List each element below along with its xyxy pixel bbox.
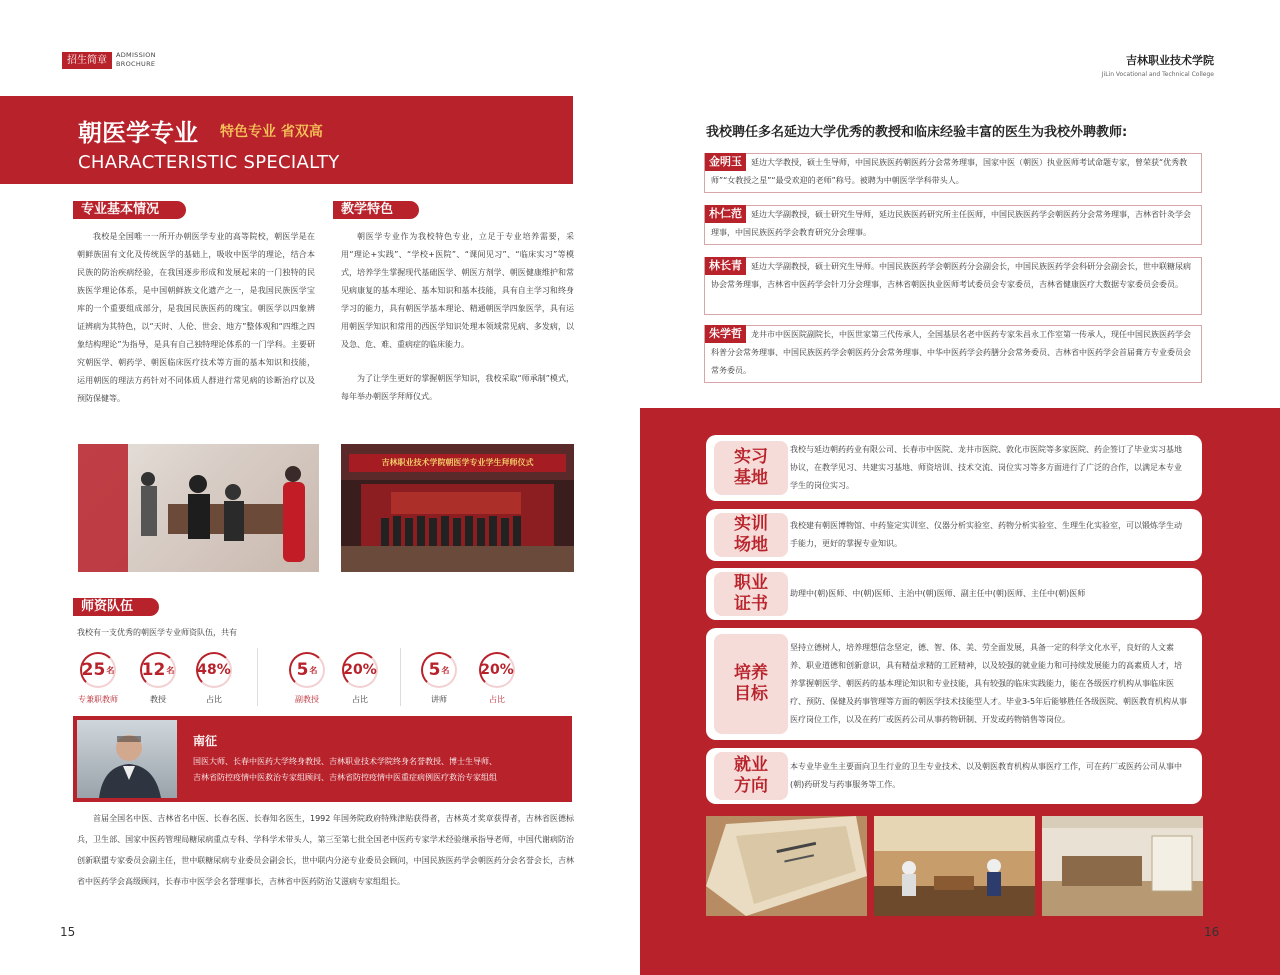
teacher-card-4 (704, 325, 1202, 383)
ceremony-banner-text: 吉林职业技术学院朝医学专业学生拜师仪式 (381, 458, 534, 467)
stat-5-label: 讲师 (431, 695, 447, 704)
stat-4-label: 占比 (352, 695, 368, 704)
school-name-cn: 吉林职业技术学院 (1126, 54, 1214, 67)
box-employment (706, 748, 1202, 804)
title-banner (0, 96, 573, 184)
box-training-l2: 场地 (734, 535, 768, 555)
nanzheng-photo (77, 720, 177, 798)
page-number-right: 16 (1204, 925, 1220, 939)
box-employment-text: 本专业毕业生主要面向卫生行业的卫生专业技术、以及朝医教育机构从事医疗工作，可在药厂或医药公司从事中(朝)药研发与药事服务等工作。 (790, 762, 1182, 789)
stat-4 (342, 652, 378, 688)
teaching-text-2: 为了让学生更好的掌握朝医学知识，我校采取“师承制”模式，每年举办朝医学拜师仪式。 (341, 374, 574, 401)
stat-0 (80, 652, 116, 688)
box-internship-label (714, 441, 788, 495)
stat-3-num: 5 (296, 660, 309, 680)
nanzheng-line2: 吉林省防控疫情中医救治专家组顾问、吉林省防控疫情中医重症病例医疗救治专家组组 (193, 773, 497, 782)
school-name (1102, 52, 1214, 78)
box-training-text: 我校建有朝医博物馆、中药鉴定实训室、仪器分析实验室、药物分析实验室、生理生化实验室，可以锻炼学生动手能力，更好的掌握专业知识。 (790, 521, 1182, 548)
teaching-text-1: 朝医学专业作为我校特色专业，立足于专业培养需要，采用“理论+实践”、“学校+医院”、“课间见习”、“临床实习”等模式，培养学生掌握现代基础医学、朝医方剂学、朝医健康维护和常见病康复的基本理论、基本知识和基本技能，具有自主学习和终身学习的能力，具有朝医学基本理论、精通朝医学四象医学，具有运用朝医学知识和常用的西医学知识处理本领域常见病、多发病，以及急、危、难、重病症的临床能力。 (341, 232, 574, 349)
basic-heading: 专业基本情况 (73, 201, 186, 219)
teacher-4-text: 龙井市中医医院副院长，中医世家第三代传承人，全国基层名老中医药专家朱昌永工作室第一传承人，现任中国民族医药学会科普分会常务理事、中国民族医药学会朝医药分会常务理事、中华中医药学会药膳分会常务委员、吉林省中医药学会首届膏方专业委员会常务委员。 (711, 330, 1191, 375)
box-goal-l2: 目标 (734, 684, 768, 704)
stat-0-num: 25 (81, 660, 106, 680)
nanzheng-bio: 首届全国名中医、吉林省名中医、长春名医、长春知名医生，1992 年国务院政府特殊津贴获得者，吉林英才奖章获得者，吉林省医德标兵，卫生部、国家中医药管理局糖尿病重点专科、学科学术带头人，第三至第七批全国老中医药专家学术经验继承指导老师，中国代谢病防治创新联盟专家委员会副主任，世中联糖尿病专业委员会副会长，世中联内分泌专业委员会顾问，中国民族医药学会朝医药分会名誉会长，吉林省中医药学会高级顾问，长春市中医学会名誉理事长，吉林省中医药防治艾滋病专家组组长。 (77, 814, 574, 886)
tag-en-line1: ADMISSION (116, 51, 156, 59)
ceremony-photo-1 (78, 444, 319, 572)
stat-6-label: 占比 (489, 695, 505, 704)
box-employment-l1: 就业 (734, 755, 768, 775)
faculty-heading: 师资队伍 (73, 598, 159, 616)
ceremony-photo-1-art (78, 444, 319, 572)
museum-photo-2-art (1042, 816, 1203, 916)
teacher-2-text: 延边大学副教授，硕士研究生导师，延边民族医药研究所主任医师，中国民族医药学会朝医药分会常务理事，吉林省针灸学会理事，中国民族医药学会教育研究分会理事。 (711, 210, 1191, 237)
box-training-label (714, 513, 788, 557)
museum-photo-2 (1042, 816, 1203, 916)
stat-3 (289, 652, 325, 688)
stat-1-num: 12 (141, 660, 166, 680)
page-title: 朝医学专业 (78, 119, 198, 147)
box-goal-label (714, 634, 788, 734)
stat-0-label: 专兼职教师 (78, 695, 118, 704)
box-certificate-label (714, 572, 788, 616)
box-internship-text: 我校与延边朝药药业有限公司、长春市中医院、龙井市医院、敦化市医院等多家医院、药企签订了毕业实习基地协议，在教学见习、共建实习基地、师资培训、技术交流、岗位实习等多方面进行了广泛的合作，以满足本专业学生的岗位实习。 (790, 445, 1182, 490)
box-training-l1: 实训 (734, 514, 768, 534)
teacher-3-name: 林长青 (705, 257, 746, 275)
page-number-left: 15 (60, 925, 76, 939)
stat-5-unit: 名 (441, 665, 450, 675)
stat-1-unit: 名 (166, 665, 175, 675)
tag-en-line2: BROCHURE (116, 60, 156, 68)
box-training (706, 509, 1202, 561)
stat-divider-1 (257, 648, 258, 706)
box-internship-l1: 实习 (734, 447, 768, 467)
stat-2-num: 48% (197, 662, 231, 678)
teacher-3-text: 延边大学副教授，硕士研究生导师。中国民族医药学会朝医药分会副会长，中国民族医药学会科研分会副会长，世中联糖尿病协会常务理事，吉林省中医药学会针刀分会理事，吉林省朝医执业医师考试委员会专家委员，吉林省健康医疗大数据专家委员会委员。 (711, 262, 1191, 289)
teacher-4-name: 朱学哲 (705, 325, 746, 343)
ceremony-photo-2 (341, 444, 574, 572)
stat-6 (479, 652, 515, 688)
teacher-1-text: 延边大学教授，硕士生导师，中国民族医药朝医药分会常务理事，国家中医（朝医）执业医师考试命题专家，曾荣获“优秀教师”“女教授之星”“最受欢迎的老师”称号。被聘为中朝医学学科带头人。 (711, 158, 1188, 185)
teacher-card-3 (704, 257, 1202, 315)
brochure-tag-en (116, 51, 156, 69)
box-internship-l2: 基地 (734, 468, 768, 488)
stat-3-unit: 名 (309, 665, 318, 675)
stat-1-label: 教授 (150, 695, 166, 704)
faculty-intro: 我校有一支优秀的朝医学专业师资队伍，共有 (77, 628, 237, 637)
teacher-1-name: 金明玉 (705, 153, 746, 171)
teacher-card-2 (704, 205, 1202, 245)
box-certificate-text: 助理中(朝)医师、中(朝)医师、主治中(朝)医师、副主任中(朝)医师、主任中(朝)医师 (790, 589, 1086, 598)
nanzheng-name: 南征 (193, 734, 218, 748)
school-name-en: JiLin Vocational and Technical College (1101, 71, 1214, 78)
nanzheng-box (73, 716, 572, 802)
page-title-en: CHARACTERISTIC SPECIALTY (78, 152, 340, 173)
stat-5-num: 5 (428, 660, 441, 680)
brochure-tag: 招生简章 (62, 52, 112, 69)
teacher-card-1 (704, 153, 1202, 193)
stat-4-num: 20% (343, 662, 377, 678)
stat-6-num: 20% (480, 662, 514, 678)
box-internship (706, 435, 1202, 501)
page-subtitle: 特色专业 省双高 (220, 124, 323, 140)
box-goal-text: 坚持立德树人，培养理想信念坚定，德、智、体、美、劳全面发展，具备一定的科学文化水平，良好的人文素养、职业道德和创新意识，具有精益求精的工匠精神，以及较强的就业能力和可持续发展能力的高素质人才，培养掌握朝医学、朝医药的基本理论知识和专业技能，具有较强的临床实践能力，能在各级医疗机构从事临床医疗、预防、保健及药事管理等方面的朝医学技术技能型人才。毕业3-5年后能够胜任各级医院、朝医教育机构从事医疗岗位工作，以及在药厂或医药公司从事药物研制、开发或药物销售等岗位。 (790, 643, 1188, 724)
teaching-heading: 教学特色 (333, 201, 419, 219)
nanzheng-photo-art (77, 720, 177, 798)
box-certificate (706, 568, 1202, 620)
box-goal (706, 628, 1202, 740)
stat-1 (140, 652, 176, 688)
teachers-title: 我校聘任多名延边大学优秀的教授和临床经验丰富的医生为我校外聘教师: (706, 125, 1128, 140)
teacher-2-name: 朴仁范 (705, 205, 746, 223)
box-certificate-l2: 证书 (734, 594, 768, 614)
stat-5 (421, 652, 457, 688)
box-certificate-l1: 职业 (734, 573, 768, 593)
basic-text: 我校是全国唯一一所开办朝医学专业的高等院校，朝医学是在朝鲜族固有文化及传统医学的基础上，吸收中医学的理论，结合本民族的防治疾病经验，在我国逐步形成和发展起来的一门独特的民族医学理论体系，是中国朝鲜族文化遗产之一，是我国民族医学宝库的一个重要组成部分，是我国民族医药的瑰宝。朝医学以四象辨证辨病为其特色，以“天时、人伦、世会、地方”整体观和“四维之四象结构理论”为指导，是具有自己独特理论体系的一门学科。主要研究朝医学、朝药学、朝医临床医疗技术等方面的基本知识和技能，运用朝医的理法方药针对不同体质人群进行常见病的诊断治疗以及预防保健等。 (77, 232, 315, 403)
stat-divider-2 (400, 648, 401, 706)
stat-2-label: 占比 (206, 695, 222, 704)
book-photo (706, 816, 867, 916)
museum-photo-1 (874, 816, 1035, 916)
museum-photo-1-art (874, 816, 1035, 916)
box-goal-l1: 培养 (734, 663, 768, 683)
book-photo-art (706, 816, 867, 916)
stat-0-unit: 名 (106, 665, 115, 675)
box-employment-label (714, 752, 788, 800)
stat-2 (196, 652, 232, 688)
nanzheng-line1: 国医大师、长春中医药大学终身教授、吉林职业技术学院终身名誉教授、博士生导师、 (193, 757, 497, 766)
stat-3-label: 副教授 (295, 695, 319, 704)
box-employment-l2: 方向 (734, 776, 768, 796)
